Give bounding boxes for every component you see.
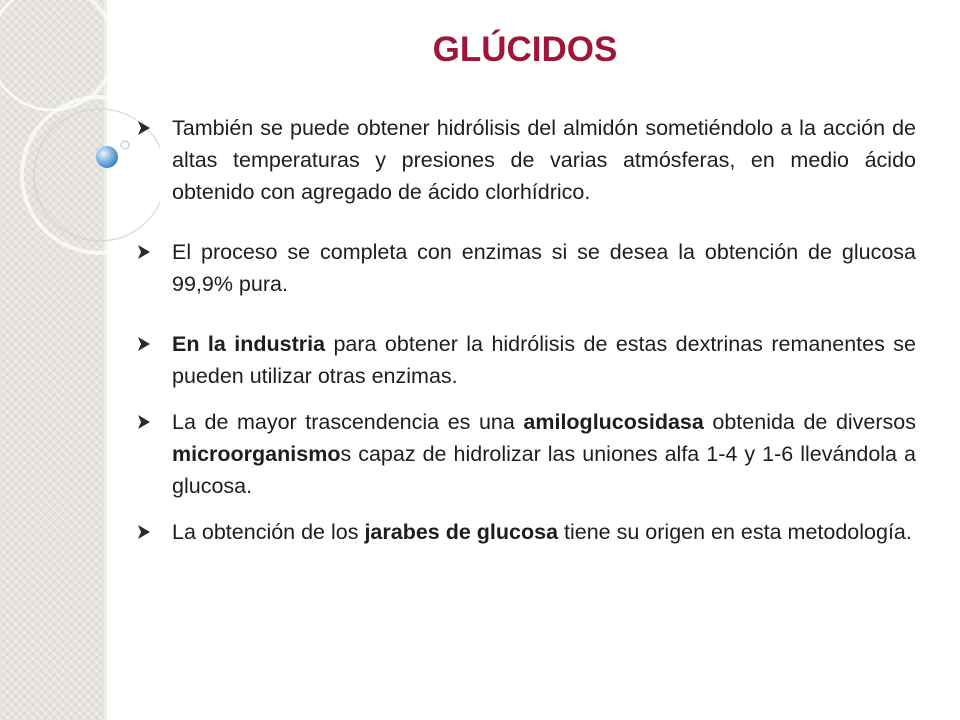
bullet-text: obtenida de diversos (703, 410, 916, 434)
bullet-item (132, 328, 916, 392)
arrowhead-icon (137, 121, 151, 135)
arrowhead-icon (137, 525, 151, 539)
bullet-text: También se puede obtener hidrólisis del almidón sometiéndolo a la acción de altas temperaturas y presiones de varias atmósferas, en medio ácido obtenido con agregado de ácido clorhídrico. (172, 116, 916, 204)
arrowhead-icon (137, 415, 151, 429)
page-title: GLÚCIDOS (432, 30, 618, 69)
bold-text: En la industria (172, 332, 326, 356)
bullet-text: s capaz de hidrolizar las uniones alfa 1-4 y 1-6 llevándola a glucosa. (172, 442, 916, 498)
bullet-item (132, 406, 916, 502)
bullet-text: La de mayor trascendencia es una (172, 410, 524, 434)
bullet-list (132, 112, 916, 548)
bullet-item (132, 516, 916, 548)
arrowhead-icon (137, 245, 151, 259)
bold-text: amiloglucosidasa (523, 410, 704, 434)
bold-text: microorganismo (172, 442, 341, 466)
small-dot (121, 141, 129, 149)
bold-text: jarabes de glucosa (364, 520, 559, 544)
bullet-text: La obtención de los (172, 520, 365, 544)
bullet-text: El proceso se completa con enzimas si se desea la obtención de glucosa 99,9% pura. (172, 240, 916, 296)
bullet-item (132, 236, 916, 300)
blue-ball (96, 146, 118, 168)
bullet-item (132, 112, 916, 208)
arrowhead-icon (137, 337, 151, 351)
bullet-text: tiene su origen en esta metodología. (558, 520, 912, 544)
bullet-text: para obtener la hidrólisis de estas dextrinas remanentes se pueden utilizar otras enzimas. (172, 332, 916, 388)
